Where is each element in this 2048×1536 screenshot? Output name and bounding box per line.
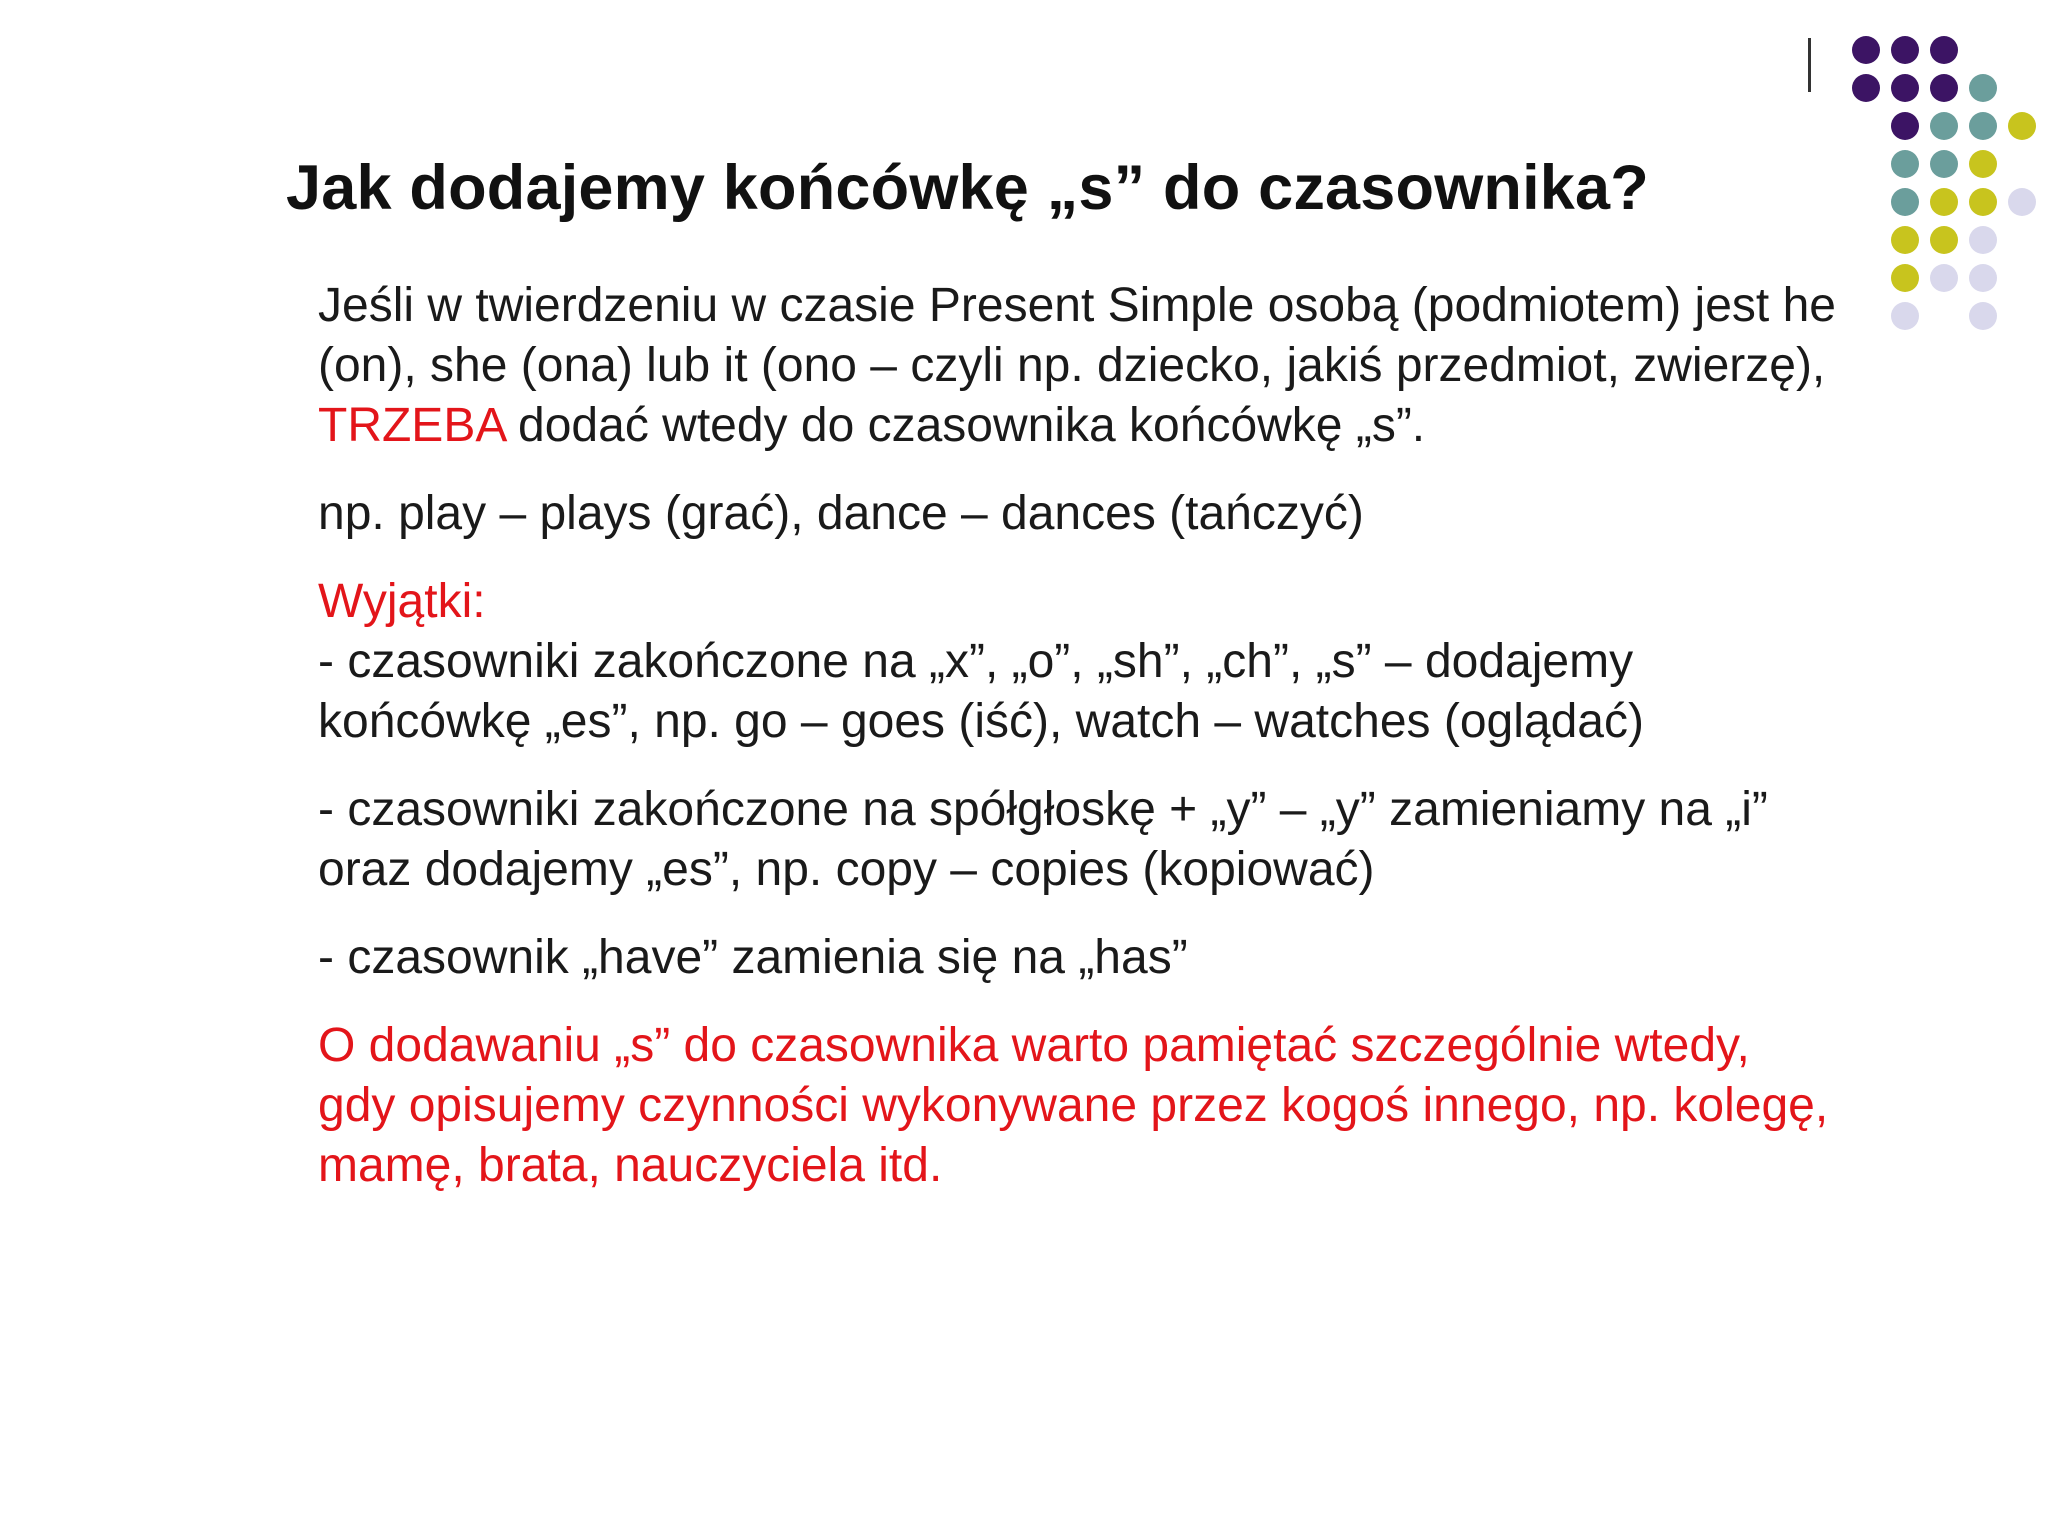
decor-dot-purple <box>1891 112 1919 140</box>
decor-dot-olive <box>1930 226 1958 254</box>
example-paragraph: np. play – plays (grać), dance – dances (tańczyć) <box>318 487 1364 540</box>
closing-note: O dodawaniu „s” do czasownika warto pamiętać szczególnie wtedy, gdy opisujemy czynności wykonywane przez kogoś innego, np. kolegę, mamę, brata, nauczyciela itd. <box>318 1019 1829 1192</box>
decor-dot-purple <box>1852 74 1880 102</box>
decor-dot-purple <box>1852 36 1880 64</box>
decor-dot-teal <box>1969 112 1997 140</box>
intro-paragraph <box>318 276 1838 456</box>
decor-dot-olive <box>2008 112 2036 140</box>
decor-dot-purple <box>1891 36 1919 64</box>
decor-dot-olive <box>1969 188 1997 216</box>
decor-dot-lavender <box>1891 302 1919 330</box>
decor-dot-purple <box>1930 74 1958 102</box>
decor-dot-lavender <box>1969 226 1997 254</box>
decor-dot-olive <box>1891 264 1919 292</box>
slide-title: Jak dodajemy końcówkę „s” do czasownika? <box>286 153 1649 223</box>
decor-dot-lavender <box>1969 264 1997 292</box>
decor-dot-teal <box>1891 188 1919 216</box>
corner-divider-line <box>1808 38 1811 92</box>
exceptions-heading: Wyjątki: <box>318 575 486 628</box>
decor-dot-olive <box>1930 188 1958 216</box>
exception-item-2: - czasowniki zakończone na spółgłoskę + „y” – „y” zamieniamy na „i” oraz dodajemy „es”, np. copy – copies (kopiować) <box>318 783 1768 896</box>
intro-text-end: dodać wtedy do czasownika końcówkę „s”. <box>504 399 1426 452</box>
decor-dot-teal <box>1930 150 1958 178</box>
decor-dot-teal <box>1891 150 1919 178</box>
exception-item-1: - czasowniki zakończone na „x”, „o”, „sh”, „ch”, „s” – dodajemy końcówkę „es”, np. go – goes (iść), watch – watches (oglądać) <box>318 635 1644 748</box>
decor-dot-purple <box>1891 74 1919 102</box>
slide-body <box>318 276 1838 1224</box>
decor-dot-olive <box>1891 226 1919 254</box>
decor-dot-purple <box>1930 36 1958 64</box>
intro-text-start: Jeśli w twierdzeniu w czasie Present Simple osobą (podmiotem) jest he (on), she (ona) lub it (ono – czyli np. dziecko, jakiś przedmiot, zwierzę), <box>318 279 1836 392</box>
intro-highlight: TRZEBA <box>318 399 505 452</box>
decor-dot-lavender <box>1969 302 1997 330</box>
decor-dot-teal <box>1969 74 1997 102</box>
exception-item-3: - czasownik „have” zamienia się na „has” <box>318 931 1188 984</box>
decor-dot-teal <box>1930 112 1958 140</box>
decor-dot-olive <box>1969 150 1997 178</box>
decor-dot-lavender <box>1930 264 1958 292</box>
decor-dot-lavender <box>2008 188 2036 216</box>
